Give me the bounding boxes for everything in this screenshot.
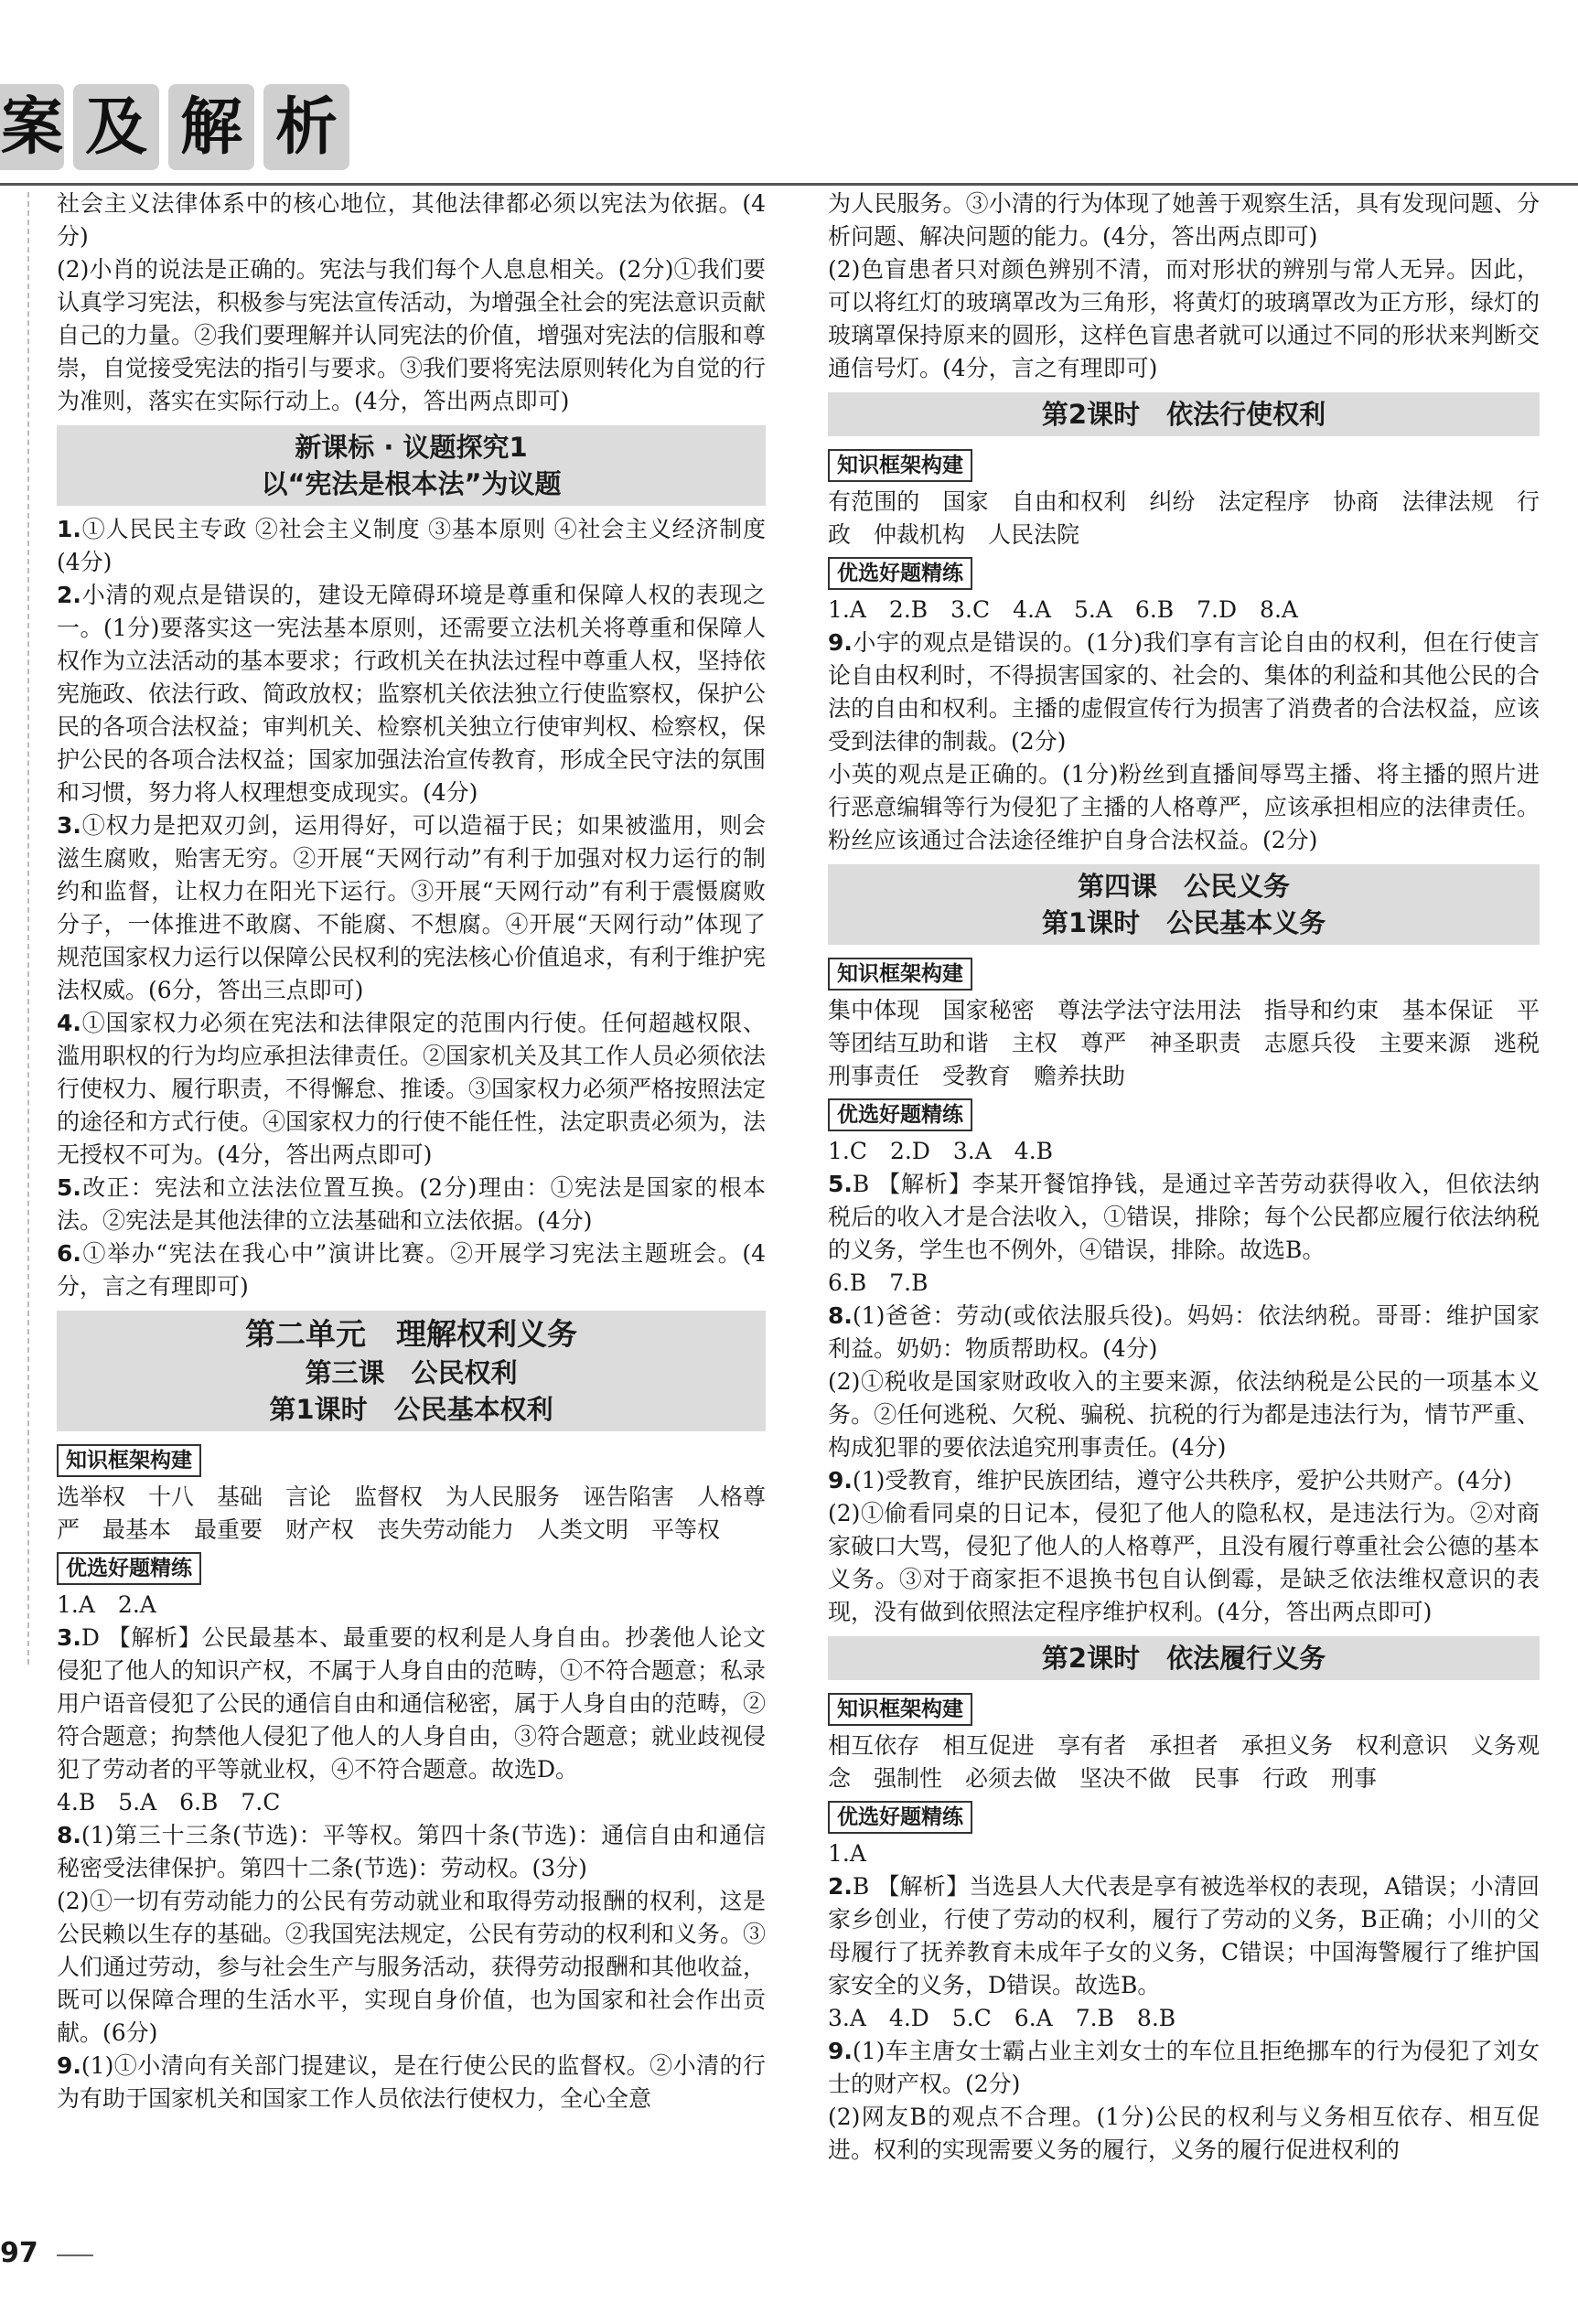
knowledge-terms: 相互依存 相互促进 享有者 承担者 承担义务 权利意识 义务观念 强制性 必须去做 坚决不做 民事 行政 刑事 xyxy=(828,1732,1540,1792)
answer-text: ①人民民主专政 ②社会主义制度 ③基本原则 ④社会主义经济制度(4分) xyxy=(57,516,766,575)
title-char: 及 xyxy=(73,84,159,170)
topic-banner xyxy=(57,425,766,506)
answer-2 xyxy=(828,1870,1540,2002)
question-number: 9. xyxy=(828,629,853,656)
knowledge-terms: 集中体现 国家秘密 尊法学法守法用法 指导和约束 基本保证 平等团结互助和谐 主权 尊严 神圣职责 志愿兵役 主要来源 逃税 刑事责任 受教育 赡养扶助 xyxy=(828,997,1563,1089)
answer-9b xyxy=(828,1464,1540,1497)
answer-5 xyxy=(57,1172,766,1237)
answer-5 xyxy=(828,1168,1540,1267)
answer-text: ①权力是把双刃剑，运用得好，可以造福于民；如果被滥用，则会滋生腐败，贻害无穷。②开展“天网行动”有利于加强对权力运行的制约和监督，让权力在阳光下运行。③开展“天网行动”有利于震慑腐败分子，一体推进不敢腐、不能腐、不想腐。④开展“天网行动”体现了规范国家权力运行以保障公民权利的宪法核心价值追求，有利于维护宪法权威。(6分，答出三点即可) xyxy=(57,812,767,1003)
answer-line: 4.B 5.A 6.B 7.C xyxy=(57,1789,281,1815)
practice-label: 优选好题精练 xyxy=(828,1098,972,1131)
question-number: 8. xyxy=(57,1822,81,1848)
paragraph: (2)小肖的说法是正确的。宪法与我们每个人息息相关。(2分)①我们要认真学习宪法，积极参与宪法宣传活动，为增强全社会的宪法意识贡献自己的力量。②我们要理解并认同宪法的价值，增强对宪法的信服和尊崇，自觉接受宪法的指引与要求。③我们要将宪法原则转化为自觉的行为准则，落实在实际行动上。(4分，答出两点即可) xyxy=(57,256,767,414)
answer-8-2: (2)①税收是国家财政收入的主要来源，依法纳税是公民的一项基本义务。②任何逃税、欠税、骗税、抗税的行为都是违法行为，情节严重、构成犯罪的要依法追究刑事责任。(4分) xyxy=(828,1368,1540,1461)
answer-text: B 【解析】当选县人大代表是享有被选举权的表现，A错误；小清回家乡创业，行使了劳动的权利，履行了劳动的义务，B正确；小川的父母履行了抚养教育未成年子女的义务，C错误；中国海警履行了维护国家安全的义务，D错误。故选B。 xyxy=(828,1873,1540,1998)
question-number: 2. xyxy=(828,1873,853,1900)
answer-line: 6.B 7.B xyxy=(828,1269,929,1296)
practice-label: 优选好题精练 xyxy=(828,557,972,590)
title-char: 解 xyxy=(168,84,254,170)
answer-text: (1)爸爸：劳动(或依法服兵役)。妈妈：依法纳税。哥哥：维护国家利益。奶奶：物质帮助权。(4分) xyxy=(828,1302,1540,1362)
practice-label: 优选好题精练 xyxy=(828,1801,972,1834)
title-char: 析 xyxy=(263,84,349,170)
answer-text: ①国家权力必须在宪法和法律限定的范围内行使。任何超越权限、滥用职权的行为均应承担法律责任。②国家机关及其工作人员必须依法行使权力、履行职责，不得懈怠、推诿。③国家权力必须严格按照法定的途径和方式行使。④国家权力的行使不能任性，法定职责必须为，法无授权不可为。(4分，答出两点即可) xyxy=(57,1010,767,1168)
page-number-rule xyxy=(57,2254,93,2256)
question-number: 6. xyxy=(57,1240,81,1267)
knowledge-label: 知识框架构建 xyxy=(828,958,972,991)
question-number: 8. xyxy=(828,1302,853,1329)
answer-9b-2: (2)①偷看同桌的日记本，侵犯了他人的隐私权，是违法行为。②对商家破口大骂，侵犯了他人的人格尊严，且没有履行尊重社会公德的基本义务。③对于商家拒不退换书包自认倒霉，是缺乏依法维权意识的表现，没有做到依照法定程序维护权利。(4分，答出两点即可) xyxy=(828,1500,1540,1625)
answer-9 xyxy=(57,2050,766,2115)
knowledge-terms: 有范围的 国家 自由和权利 纠纷 法定程序 协商 法律法规 行政 仲裁机构 人民法院 xyxy=(828,488,1540,548)
paragraph: 社会主义法律体系中的核心地位，其他法律都必须以宪法为依据。(4分) xyxy=(57,190,766,250)
knowledge-label: 知识框架构建 xyxy=(57,1444,201,1477)
period-title: 第1课时 公民基本权利 xyxy=(269,1394,553,1425)
binding-margin-line xyxy=(27,192,31,1665)
answer-text: 小清的观点是错误的，建设无障碍环境是尊重和保障人权的表现之一。(1分)要落实这一宪法基本原则，还需要立法机关将尊重和保障人权作为立法活动的基本要求；行政机关在执法过程中尊重人权，坚持依宪施政、依法行政、简政放权；监察机关依法独立行使监察权，保护公民的各项合法权益；审判机关、检察机关独立行使审判权、检察权，保护公民的各项合法权益；国家加强法治宣传教育，形成全民守法的氛围和习惯，努力将人权理想变成现实。(4分) xyxy=(57,582,767,806)
question-number: 5. xyxy=(828,1171,853,1197)
right-column xyxy=(828,187,1563,2167)
lesson-title: 第四课 公民义务 xyxy=(1077,871,1290,902)
answer-line: 1.C 2.D 3.A 4.B xyxy=(828,1138,1054,1164)
question-number: 4. xyxy=(57,1010,81,1036)
knowledge-label: 知识框架构建 xyxy=(828,1693,972,1726)
answer-9-2: 小英的观点是正确的。(1分)粉丝到直播间辱骂主播、将主播的照片进行恶意编辑等行为侵犯了主播的人格尊严，应该承担相应的法律责任。粉丝应该通过合法途径维护自身合法权益。(2分) xyxy=(828,761,1540,853)
page-number: 97 xyxy=(0,2237,38,2269)
answer-text: (1)第三十三条(节选)：平等权。第四十条(节选)：通信自由和通信秘密受法律保护。第四十二条(节选)：劳动权。(3分) xyxy=(57,1822,766,1881)
answer-text: 小宇的观点是错误的。(1分)我们享有言论自由的权利，但在行使言论自由权利时，不得损害国家的、社会的、集体的利益和其他公民的合法的自由和权利。主播的虚假宣传行为损害了消费者的合法权益，应该受到法律的制裁。(2分) xyxy=(828,629,1540,755)
answer-4 xyxy=(57,1007,766,1172)
answer-line: 1.A 2.B 3.C 4.A 5.A 6.B 7.D 8.A xyxy=(828,596,1298,623)
banner-line: 新课标 · 议题探究1 xyxy=(295,432,528,463)
question-number: 3. xyxy=(57,1624,81,1651)
answer-9c xyxy=(828,2035,1540,2101)
answer-line: 1.A xyxy=(828,1840,866,1867)
lesson-title: 第三课 公民权利 xyxy=(305,1357,518,1388)
header-rule xyxy=(0,183,1578,186)
answer-text: 改正：宪法和立法法位置互换。(2分)理由：①宪法是国家的根本法。②宪法是其他法律的立法基础和立法依据。(4分) xyxy=(57,1174,766,1234)
period-title: 第1课时 公民基本义务 xyxy=(1041,907,1326,938)
title-char: 案 xyxy=(0,84,64,170)
page-header xyxy=(0,0,1578,183)
answer-1 xyxy=(57,513,766,579)
answer-6 xyxy=(57,1237,766,1303)
answer-text: (1)①小清向有关部门提建议，是在行使公民的监督权。②小清的行为有助于国家机关和国家工作人员依法行使权力，全心全意 xyxy=(57,2052,766,2112)
question-number: 9. xyxy=(828,2038,853,2064)
answer-3b xyxy=(57,1622,766,1786)
question-number: 9. xyxy=(828,1467,853,1494)
answer-2 xyxy=(57,579,766,809)
lesson-banner xyxy=(828,864,1540,945)
answer-text: D 【解析】公民最基本、最重要的权利是人身自由。抄袭他人论文侵犯了他人的知识产权，不属于人身自由的范畴，①不符合题意；私录用户语音侵犯了公民的通信自由和通信秘密，属于人身自由的范畴，②符合题意；拘禁他人侵犯了他人的人身自由，③符合题意；就业歧视侵犯了劳动者的平等就业权，④不符合题意。故选D。 xyxy=(57,1624,767,1783)
answer-3 xyxy=(57,809,766,1007)
practice-label: 优选好题精练 xyxy=(57,1552,201,1585)
answer-9 xyxy=(828,627,1540,758)
knowledge-label: 知识框架构建 xyxy=(828,449,972,482)
unit-banner xyxy=(57,1311,766,1431)
period-banner: 第2课时 依法履行义务 xyxy=(828,1636,1540,1680)
answer-9c-2: (2)网友B的观点不合理。(1分)公民的权利与义务相互依存、相互促进。权利的实现需要义务的履行，义务的履行促进权利的 xyxy=(828,2104,1540,2163)
question-number: 2. xyxy=(57,582,81,608)
answer-line: 1.A 2.A xyxy=(57,1591,156,1618)
answer-text: (1)受教育，维护民族团结，遵守公共秩序，爱护公共财产。(4分) xyxy=(852,1467,1512,1494)
answer-8-2: (2)①一切有劳动能力的公民有劳动就业和取得劳动报酬的权利，这是公民赖以生存的基础。②我国宪法规定，公民有劳动的权利和义务。③人们通过劳动，参与社会生产与服务活动，获得劳动报酬和其他收益，既可以保障合理的生活水平，实现自身价值，也为国家和社会作出贡献。(6分) xyxy=(57,1888,767,2046)
paragraph: 为人民服务。③小清的行为体现了她善于观察生活，具有发现问题、分析问题、解决问题的能力。(4分，答出两点即可) xyxy=(828,190,1540,250)
question-number: 3. xyxy=(57,812,81,839)
unit-title: 第二单元 理解权利义务 xyxy=(245,1316,577,1352)
answer-text: ①举办“宪法在我心中”演讲比赛。②开展学习宪法主题班会。(4分，言之有理即可) xyxy=(57,1240,766,1300)
answer-8 xyxy=(828,1300,1540,1365)
question-number: 1. xyxy=(57,516,81,542)
knowledge-terms: 选举权 十八 基础 言论 监督权 为人民服务 诬告陷害 人格尊严 最基本 最重要 财产权 丧失劳动能力 人类文明 平等权 xyxy=(57,1483,767,1543)
answer-text: B 【解析】李某开餐馆挣钱，是通过辛苦劳动获得收入，但依法纳税后的收入才是合法收入，①错误，排除；每个公民都应履行依法纳税的义务，学生也不例外，④错误，排除。故选B。 xyxy=(828,1171,1540,1263)
paragraph: (2)色盲患者只对颜色辨别不清，而对形状的辨别与常人无异。因此，可以将红灯的玻璃罩改为三角形，将黄灯的玻璃罩改为正方形，绿灯的玻璃罩保持原来的圆形，这样色盲患者就可以通过不同的形状来判断交通信号灯。(4分，言之有理即可) xyxy=(828,256,1540,381)
section-title xyxy=(0,84,349,185)
period-banner: 第2课时 依法行使权利 xyxy=(828,392,1540,436)
answer-text: (1)车主唐女士霸占业主刘女士的车位且拒绝挪车的行为侵犯了刘女士的财产权。(2分) xyxy=(828,2038,1540,2097)
question-number: 9. xyxy=(57,2052,81,2079)
question-number: 5. xyxy=(57,1174,81,1201)
answer-line: 3.A 4.D 5.C 6.A 7.B 8.B xyxy=(828,2005,1176,2031)
left-column xyxy=(57,187,766,2115)
banner-line: 以“宪法是根本法”为议题 xyxy=(261,468,562,499)
answer-8 xyxy=(57,1819,766,1885)
